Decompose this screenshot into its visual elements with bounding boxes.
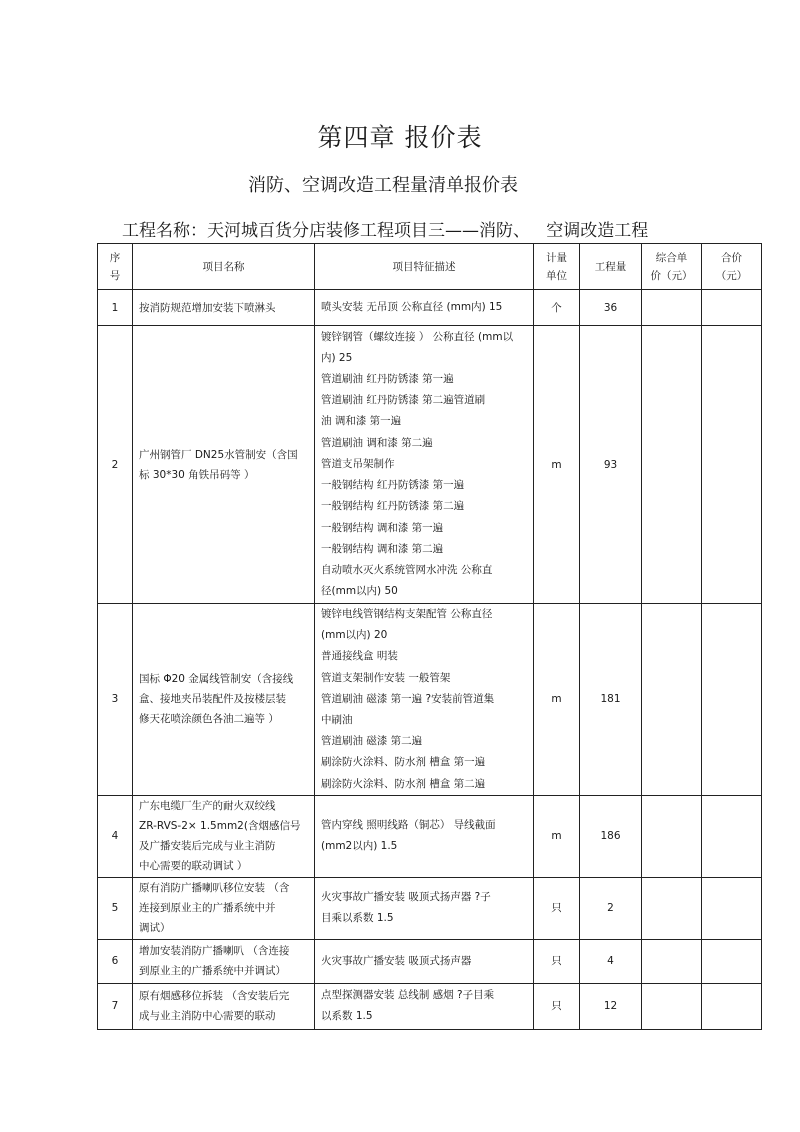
row-unit-price (642, 604, 702, 796)
table-row (98, 939, 762, 983)
row-features: 镀锌电线管钢结构支架配管 公称直径 (mm以内) 20 普通接线盒 明装 管道支架制作安装 一般管架 管道刷油 磁漆 第一遍 ?安装前管道集 中刷油 管道刷油 磁漆 第二遍 刷涂防火涂料、防水剂 槽盒 第一遍 刷涂防火涂料、防水剂 槽盒 第二遍 (315, 604, 534, 796)
row-features: 火灾事故广播安装 吸顶式扬声器 ?子 目乘以系数 1.5 (315, 877, 534, 939)
table-row (98, 795, 762, 877)
table-row (98, 604, 762, 796)
project-label: 工程名称： (122, 221, 207, 241)
row-unit-price (642, 795, 702, 877)
row-item-name: 国标 Φ20 金属线管制安（含接线 盒、接地夹吊装配件及按楼层装 修天花喷涂颜色各油二遍等 ） (133, 604, 315, 796)
row-seq: 6 (98, 939, 133, 983)
row-unit-price (642, 983, 702, 1029)
row-item-name: 广东电缆厂生产的耐火双绞线 ZR-RVS-2× 1.5mm2(含烟感信号 及广播安装后完成与业主消防 中心需要的联动调试 ） (133, 795, 315, 877)
row-unit: 只 (534, 983, 580, 1029)
row-quantity: 93 (580, 326, 642, 604)
row-item-name: 原有烟感移位拆装 （含安装后完 成与业主消防中心需要的联动 (133, 983, 315, 1029)
row-unit: m (534, 604, 580, 796)
table-body (98, 290, 762, 1030)
row-seq: 5 (98, 877, 133, 939)
row-unit-price (642, 939, 702, 983)
row-quantity: 2 (580, 877, 642, 939)
row-total (702, 983, 762, 1029)
table-row (98, 326, 762, 604)
row-features: 点型探测器安装 总线制 感烟 ?子目乘 以系数 1.5 (315, 983, 534, 1029)
header-quantity: 工程量 (580, 244, 642, 290)
table-row (98, 877, 762, 939)
row-quantity: 4 (580, 939, 642, 983)
row-item-name: 按消防规范增加安装下喷淋头 (133, 290, 315, 326)
row-features: 镀锌钢管（螺纹连接 ） 公称直径 (mm以 内) 25 管道刷油 红丹防锈漆 第一遍 管道刷油 红丹防锈漆 第二遍管道刷 油 调和漆 第一遍 管道刷油 调和漆 第二遍 管道支吊架制作 一般钢结构 红丹防锈漆 第一遍 一般钢结构 红丹防锈漆 第二遍 一般钢结构 调和漆 第一遍 一般钢结构 调和漆 第二遍 自动喷水灭火系统管网水冲洗 公称直 径(mm以内) 50 (315, 326, 534, 604)
chapter-title: 第四章 报价表 (317, 123, 483, 152)
row-unit: 只 (534, 877, 580, 939)
row-unit: 只 (534, 939, 580, 983)
table-subtitle: 消防、空调改造工程量清单报价表 (248, 175, 518, 196)
header-unit: 计量 单位 (534, 244, 580, 290)
row-seq: 1 (98, 290, 133, 326)
table-header-row (98, 244, 762, 290)
header-features: 项目特征描述 (315, 244, 534, 290)
row-seq: 7 (98, 983, 133, 1029)
header-total: 合价 （元） (702, 244, 762, 290)
row-unit-price (642, 290, 702, 326)
row-unit: m (534, 326, 580, 604)
row-item-name: 广州钢管厂 DN25水管制安（含国 标 30*30 角铁吊码等 ） (133, 326, 315, 604)
row-quantity: 12 (580, 983, 642, 1029)
row-unit: m (534, 795, 580, 877)
table-row (98, 290, 762, 326)
header-name: 项目名称 (133, 244, 315, 290)
row-unit-price (642, 326, 702, 604)
row-total (702, 604, 762, 796)
header-seq: 序 号 (98, 244, 133, 290)
row-total (702, 795, 762, 877)
row-total (702, 877, 762, 939)
row-total (702, 326, 762, 604)
header-unit-price: 综合单 价（元） (642, 244, 702, 290)
row-features: 火灾事故广播安装 吸顶式扬声器 (315, 939, 534, 983)
row-quantity: 181 (580, 604, 642, 796)
row-item-name: 原有消防广播喇叭移位安装 （含 连接到原业主的广播系统中并 调试） (133, 877, 315, 939)
row-features: 喷头安装 无吊顶 公称直径 (mm内) 15 (315, 290, 534, 326)
quotation-table (97, 243, 762, 1030)
row-seq: 3 (98, 604, 133, 796)
row-unit: 个 (534, 290, 580, 326)
row-features: 管内穿线 照明线路（铜芯） 导线截面 (mm2以内) 1.5 (315, 795, 534, 877)
row-seq: 4 (98, 795, 133, 877)
row-total (702, 939, 762, 983)
row-quantity: 36 (580, 290, 642, 326)
row-seq: 2 (98, 326, 133, 604)
row-unit-price (642, 877, 702, 939)
row-item-name: 增加安装消防广播喇叭 （含连接 到原业主的广播系统中并调试） (133, 939, 315, 983)
project-name: 天河城百货分店装修工程项目三——消防、 空调改造工程 (207, 221, 649, 241)
row-total (702, 290, 762, 326)
table-row (98, 983, 762, 1029)
row-quantity: 186 (580, 795, 642, 877)
project-name-line (122, 216, 648, 241)
